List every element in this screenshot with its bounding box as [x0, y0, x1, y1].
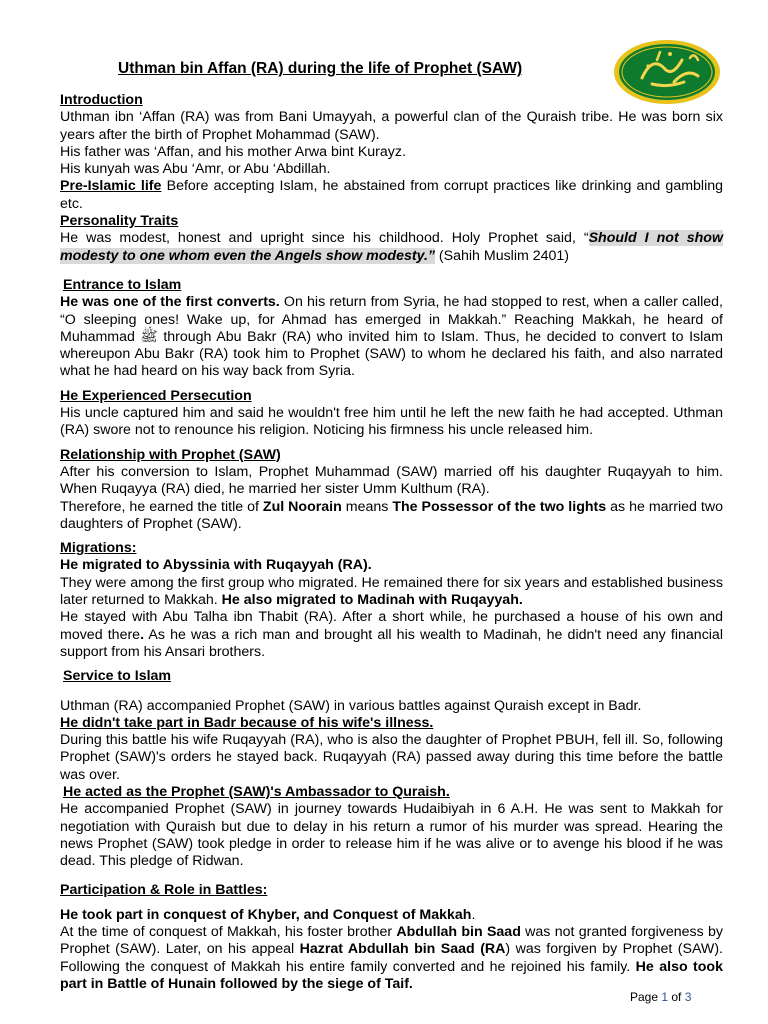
service-paragraph-3: He accompanied Prophet (SAW) in journey towards Hudaibiyah in 6 A.H. He was sent to Makkah for negotiation with Quraish but due to delay in his return a rumor of his murder was spread. Hearing the news Prophet (SAW) took pledge in order to release him if he was alive or to avenge his blood if he was dead. This pledge of Ridwan. [60, 801, 723, 870]
traits-paragraph [60, 230, 723, 265]
service-subheading-ambassador: He acted as the Prophet (SAW)'s Ambassador to Quraish. [63, 783, 450, 800]
prophet-quote: Should I not show modesty to one whom even the Angels show modesty.” [60, 230, 723, 264]
service-paragraph-1: Uthman (RA) accompanied Prophet (SAW) in various battles against Quraish except in Badr. [60, 697, 642, 714]
battles-text-5: ( [474, 941, 485, 958]
relationship-paragraph-1: After his conversion to Islam, Prophet Muhammad (SAW) married off his daughter Ruqayyah to him. When Ruqayya (RA) died, he married her sister Umm Kulthum (RA). [60, 463, 723, 498]
section-heading-migrations: Migrations: [60, 540, 137, 557]
page-label: Page [630, 990, 662, 1004]
battles-text-7: ) was forgiven by Prophet (SAW). Following the conquest of Makkah his entire family converted and he rejoined his family. [60, 941, 723, 975]
traits-text: He was modest, honest and upright since his childhood. Holy Prophet said, “ [60, 230, 589, 247]
persecution-paragraph: His uncle captured him and said he wouldn't free him until he left the new faith he had accepted. Uthman (RA) swore not to renounce his religion. Noticing his firmness his uncle released him. [60, 405, 723, 439]
current-page: 1 [661, 990, 669, 1004]
battles-subheading [60, 907, 723, 924]
section-heading-service: Service to Islam [63, 668, 172, 685]
migrations-subheading: He migrated to Abyssinia with Ruqayyah (RA). [60, 557, 372, 574]
battles-text-2: Abdullah bin Saad [396, 924, 521, 941]
page-of: of [668, 990, 685, 1004]
migrations-text-1a: They were among the first group who migrated. He remained there for six years and established business later returned to Makkah. [60, 574, 723, 609]
intro-kunyah: His kunyah was Abu ‘Amr, or Abu ‘Abdillah. [60, 161, 331, 178]
battles-paragraph [60, 924, 723, 993]
service-subheading-badr: He didn't take part in Badr because of his wife's illness. [60, 714, 434, 731]
migrations-text-2a: He stayed with Abu Talha ibn Thabit (RA). After a short while, he purchased a house of his own and moved there [60, 609, 723, 643]
battles-text-1: At the time of conquest of Makkah, his foster brother [60, 924, 397, 941]
preislamic-label: Pre-Islamic life [60, 178, 162, 195]
section-heading-personality-traits: Personality Traits [60, 213, 179, 230]
document-body [60, 92, 723, 993]
migrations-paragraph-1 [60, 575, 723, 610]
section-heading-persecution: He Experienced Persecution [60, 387, 252, 404]
relationship-text-c: means [341, 498, 393, 515]
page-number [630, 990, 691, 1004]
preislamic-paragraph [60, 178, 723, 213]
entrance-paragraph [60, 294, 723, 380]
service-paragraph-2: During this battle his wife Ruqayyah (RA), who is also the daughter of Prophet PBUH, fell ill. So, following Prophet (SAW)'s orders he stayed back. Ruqayyah (RA) passed away during this time before the battle was over. [60, 732, 723, 783]
battles-sub-text: He took part in conquest of Khyber, and Conquest of Makkah [60, 906, 472, 923]
entrance-bold: He was one of the first converts. [60, 294, 280, 311]
battles-text-6: RA [484, 941, 506, 958]
section-heading-relationship: Relationship with Prophet (SAW) [60, 446, 281, 463]
section-heading-battles: Participation & Role in Battles: [60, 882, 268, 899]
battles-sub-end: . [471, 906, 476, 923]
migrations-text-2b: . [140, 626, 145, 643]
intro-paragraph: Uthman ibn ‘Affan (RA) was from Bani Umayyah, a powerful clan of the Quraish tribe. He was born six years after the birth of Prophet Mohammad (SAW). [60, 109, 723, 143]
title-zul-noorain: Zul Noorain [262, 498, 342, 515]
battles-text-4: Hazrat Abdullah bin Saad [299, 941, 475, 958]
total-pages: 3 [684, 990, 692, 1004]
relationship-text-e: as he married two daughters of Prophet (SAW). [60, 498, 723, 532]
battles-text-3: was not granted forgiveness by Prophet (SAW). Later, on his appeal [60, 924, 723, 958]
entrance-text: On his return from Syria, he had stopped to rest, when a caller called, “O sleeping ones! Wake up, for Ahmad has emerged in Makkah.” Reaching Makkah, he heard of Muhammad ﷺ through Abu Bakr (RA) who invited him to Islam. Thus, he decided to convert to Islam whereupon Abu Bakr (RA) took him to Prophet (SAW) to whom he declared his faith, and also narrated what he had heard on his way back from Syria. [60, 294, 723, 380]
page-title: Uthman bin Affan (RA) during the life of Prophet (SAW) [118, 60, 523, 77]
migrations-paragraph-2 [60, 609, 723, 661]
quote-reference: (Sahih Muslim 2401) [434, 247, 570, 264]
intro-father: His father was ‘Affan, and his mother Arwa bint Kurayz. [60, 143, 406, 160]
preislamic-text: Before accepting Islam, he abstained from corrupt practices like drinking and gambling etc. [60, 178, 723, 212]
section-heading-introduction: Introduction [60, 92, 143, 108]
relationship-text-a: Therefore, he earned the title of [60, 498, 263, 515]
section-heading-entrance-to-islam: Entrance to Islam [63, 276, 182, 293]
battles-text-8: He also took part in Battle of Hunain followed by the siege of Taif. [60, 958, 723, 992]
relationship-paragraph-2 [60, 499, 723, 534]
migrations-madinah: He also migrated to Madinah with Ruqayyah. [221, 592, 523, 609]
migrations-text-2c: As he was a rich man and brought all his wealth to Madinah, he didn't need any financial support from his Ansari brothers. [60, 626, 723, 660]
title-meaning: The Possessor of the two lights [392, 498, 607, 515]
